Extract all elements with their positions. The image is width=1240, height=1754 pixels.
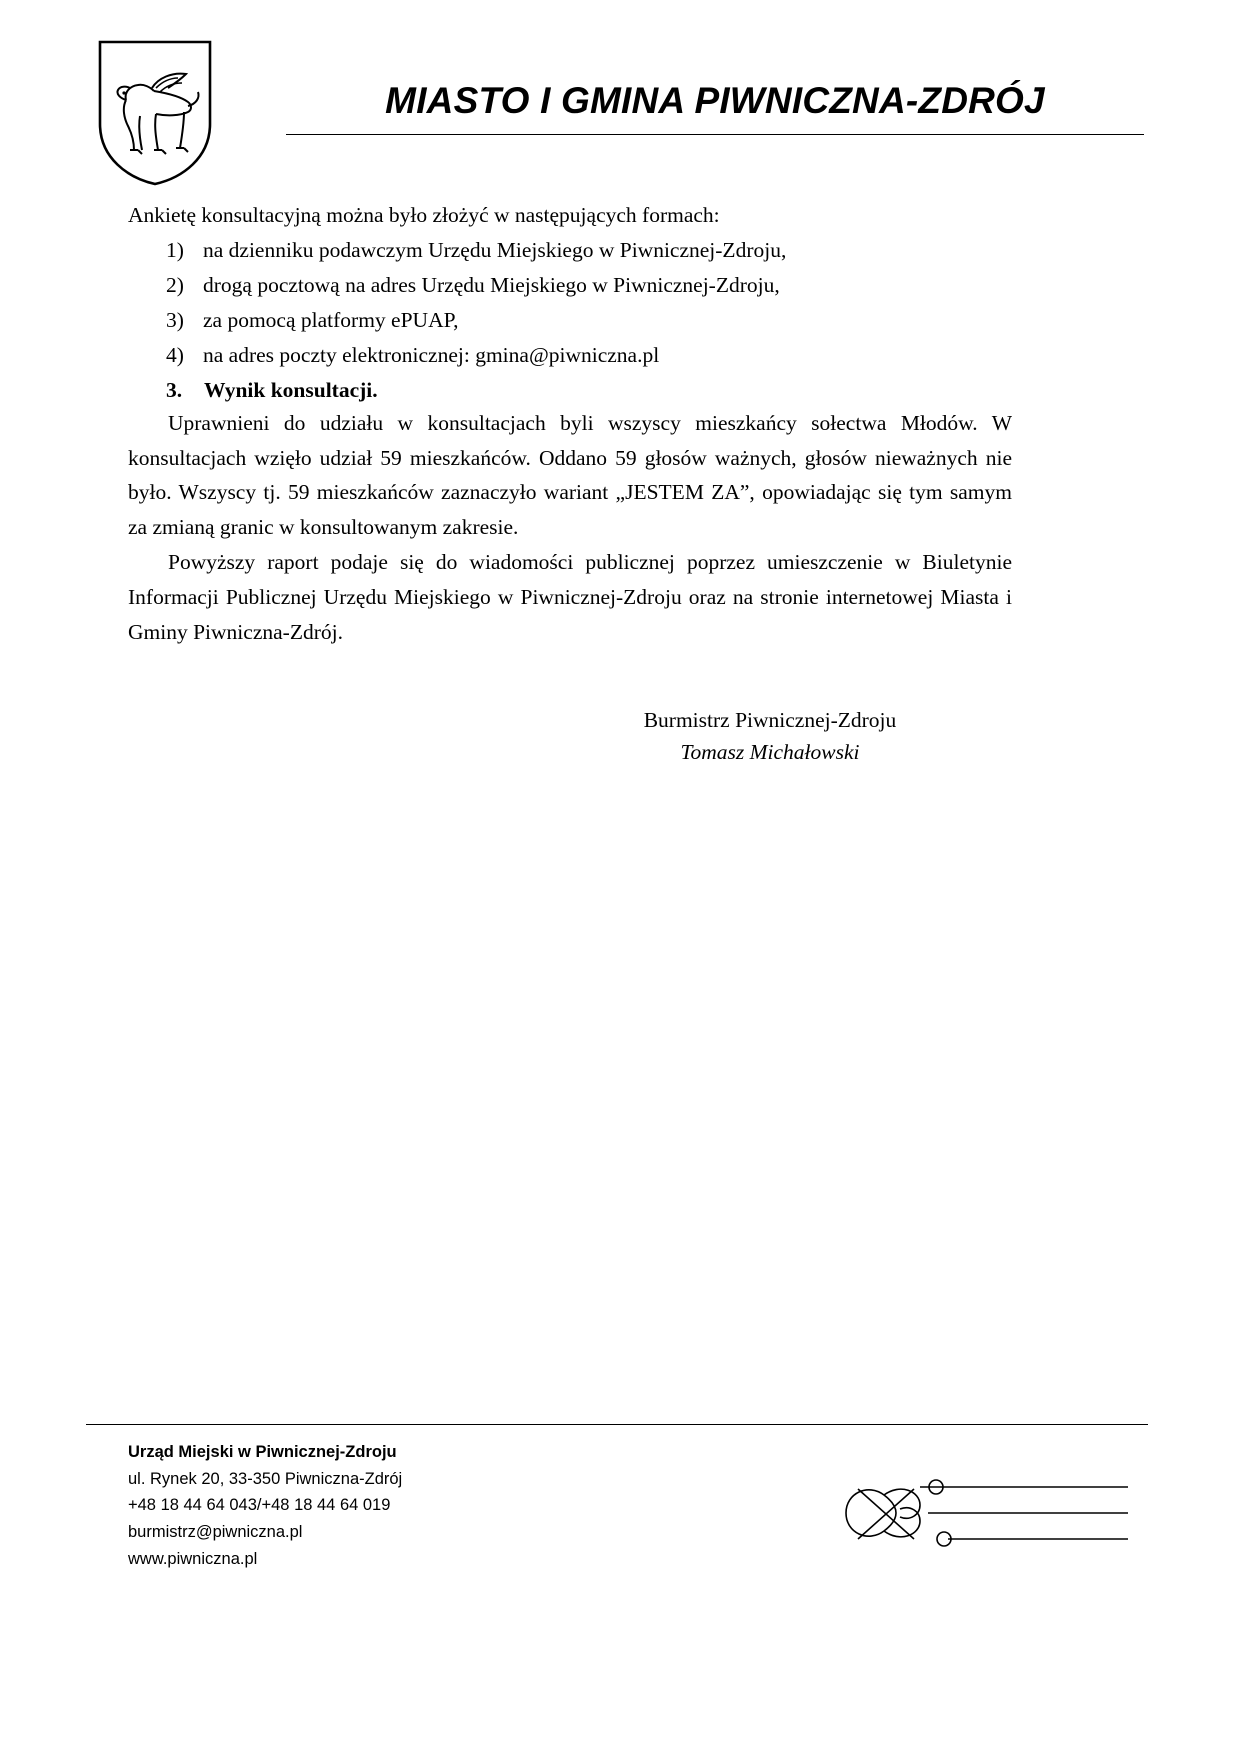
signature-name: Tomasz Michałowski	[680, 739, 860, 764]
page-title	[286, 80, 1144, 122]
list-item	[128, 305, 1012, 336]
submission-forms-list	[128, 235, 1012, 372]
document-header	[96, 38, 1144, 188]
footer-contact-block	[128, 1439, 402, 1573]
list-item-label: na adres poczty elektronicznej: gmina@piwniczna.pl	[203, 343, 660, 368]
header-title-text: MIASTO I GMINA PIWNICZNA-ZDRÓJ	[385, 80, 1045, 121]
footer-email: burmistrz@piwniczna.pl	[128, 1523, 303, 1542]
coat-of-arms-icon	[96, 38, 214, 188]
footer-divider	[86, 1424, 1148, 1425]
header-divider	[286, 134, 1144, 135]
list-item-label: na dzienniku podawczym Urzędu Miejskiego w Piwnicznej-Zdroju,	[203, 237, 787, 262]
list-item	[128, 235, 1012, 266]
list-item	[128, 340, 1012, 371]
list-item-label: za pomocą platformy ePUAP,	[203, 307, 459, 332]
list-item-number: 3)	[166, 307, 184, 332]
footer-address: ul. Rynek 20, 33-350 Piwniczna-Zdrój	[128, 1469, 403, 1488]
footer-phone: +48 18 44 64 043/+48 18 44 64 019	[128, 1496, 391, 1515]
list-item-label: drogą pocztową na adres Urzędu Miejskiego w Piwnicznej-Zdroju,	[203, 272, 780, 297]
paragraph-publication: Powyższy raport podaje się do wiadomości publicznej poprzez umieszczenie w Biuletynie Informacji Publicznej Urzędu Miejskiego w Piwnicznej-Zdroju oraz na stronie internetowej Miasta i Gminy Piwniczna-Zdrój.	[128, 550, 1012, 644]
list-item	[128, 270, 1012, 301]
signature-title: Burmistrz Piwnicznej-Zdroju	[643, 707, 897, 732]
decorative-flourish-icon	[828, 1453, 1148, 1573]
lead-paragraph: Ankietę konsultacyjną można było złożyć w następujących formach:	[128, 203, 720, 227]
paragraph-results: Uprawnieni do udziału w konsultacjach byli wszyscy mieszkańcy sołectwa Młodów. W konsultacjach wzięło udział 59 mieszkańców. Oddano 59 głosów ważnych, głosów nieważnych nie było. Wszyscy tj. 59 mieszkańców zaznaczyło wariant „JESTEM ZA”, opowiadając się tym samym za zmianą granic w konsultowanym zakresie.	[128, 410, 1012, 540]
document-footer	[86, 1424, 1148, 1599]
footer-org-name: Urząd Miejski w Piwnicznej-Zdroju	[128, 1443, 397, 1461]
list-item-number: 4)	[166, 343, 184, 368]
list-item-number: 2)	[166, 272, 184, 297]
section-label: Wynik konsultacji.	[204, 378, 378, 403]
section-heading	[128, 375, 1012, 406]
list-item-number: 1)	[166, 237, 184, 262]
section-number: 3.	[166, 378, 183, 403]
signature-block	[128, 704, 1012, 769]
document-body	[128, 200, 1012, 768]
footer-website: www.piwniczna.pl	[128, 1549, 258, 1568]
